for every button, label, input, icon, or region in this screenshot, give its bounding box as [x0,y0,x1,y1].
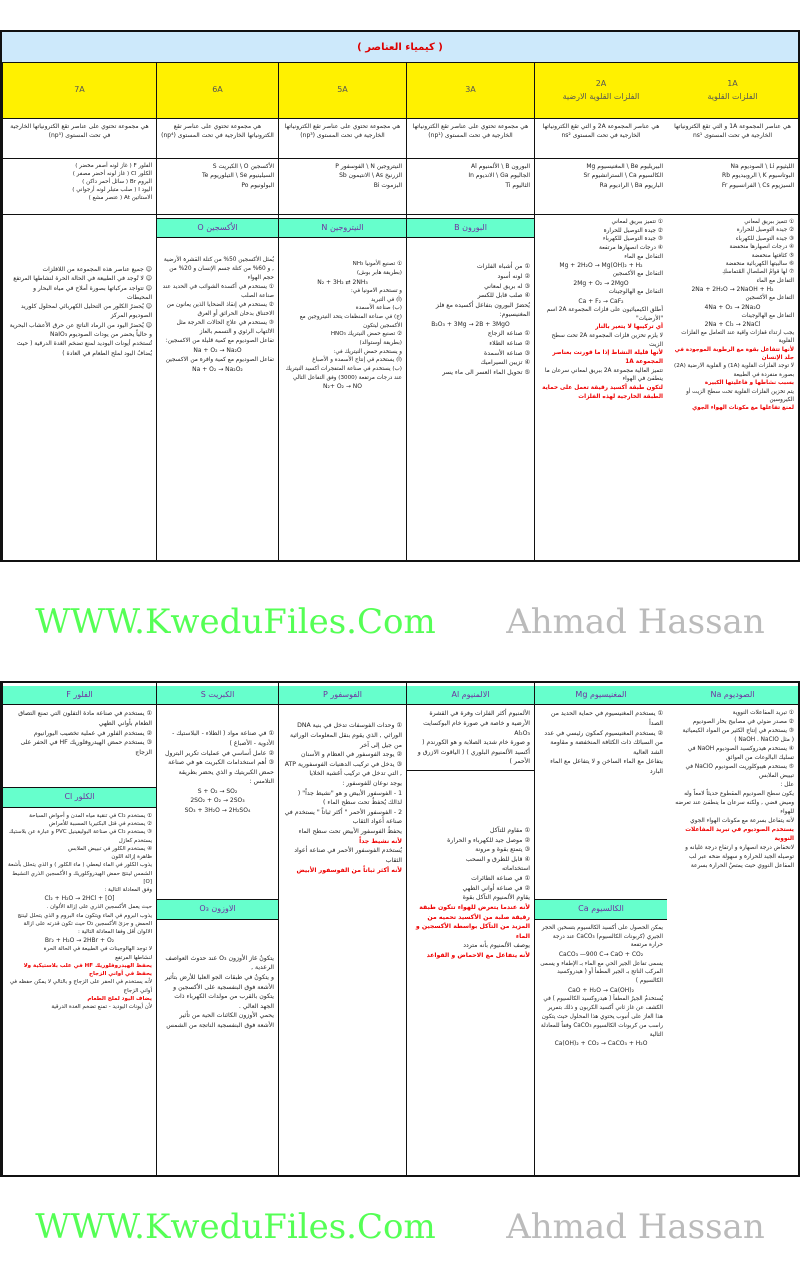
note-line: بسبب نشاطها و فاعليتها الكبيرة [704,380,794,387]
phosphorus-section [278,683,406,1175]
element-header: المغنيسيوم Mg [535,686,667,705]
note-line: يُستخدم الفوسفور الأحمر في صناعة أعواد الثقاب [294,847,402,864]
note-line: يقاوم الألمنيوم التآكل بقوة [462,894,530,902]
note-line: لتكون طبقة أكسيد رقيقة تعمل على حماية الطبقة الخارجية لهذه الفلزات [542,385,663,400]
sodium-section [667,683,798,1175]
element-header: الكالسيوم Ca [535,899,667,919]
note-line: الاستاتين At ( عنصر مشع ) [88,195,152,202]
equation: S + O₂ → SO₂ [197,788,238,796]
group-description: هي عناصر المجموعة 1A و التي تقع الكترونياتها الخارجية في تحت المستوى ns¹ [674,123,791,140]
sodium-notes [671,709,794,871]
note-line: الأكسجين O \ الكبريت S [212,163,274,170]
group-7a-header [2,63,156,118]
note-line: ② يوجد الفوسفور في العظام و الأسنان [301,751,402,759]
note-line: ② لونه أسود [497,273,530,280]
note-line: ① في صناعة مواد ( الطلاء - البلاستيك - الأدوية - الأصباغ ) [172,730,274,747]
group-code: 6A [212,85,223,95]
note-line: ③ يدخل في تركيب الدهنيات الفوسفورية ATP , التي تدخل في تركيب أغشية الخلايا [284,760,402,778]
note-line: يتم تخزين الفلزات القلوية تحت سطح الزيت أو الكيروسين [686,388,794,404]
note-line: يكون سطح الصوديوم المقطوع حديثاً لامعاً وله وميض فضي , ولكنه سرعان ما ينطفئ عند تعرضه للهواء [675,791,794,816]
note-line: و يتكونُ في طبقات الجو العليا للأرض بتأثير الأشعة فوق البنفسجية على الأكسجين و يتكون بالقرب من مولدات الكهرباء ذات الجهد العالي . [165,974,274,1010]
note-line: ② يستخدم الفلور في عملية تخصيب اليورانيوم [33,729,152,737]
note-line: التفاعل مع الهالوجينات [741,312,794,319]
equation: 4Na + O₂ → 2Na₂O [704,303,761,311]
f-cl-column [2,683,156,1175]
note-line: علل : [780,782,794,789]
element-list [278,159,406,214]
element-list [534,159,667,214]
group-elements-row [2,159,798,215]
author-watermark: Ahmad Hassan [506,1207,765,1247]
note-line: و يستخدم حمض النيتريك في: [333,348,402,355]
oxygen-notes [161,242,274,373]
note-line: لمنع تفاعلها مع مكونات الهواء الجوي [692,405,794,412]
note-line: ① في صناعة الطائرات [471,875,530,883]
note-line: تُستخدم أيونات اليوديد لمنع تضخم الغدة الدرقية ( حيث يُضافُ اليود لملح الطعام في العادة ) [16,340,152,357]
note-line: السيزيوم Cs \ الفرانسيوم Fr [721,181,794,189]
note-line: ظاهرة إزالة اللون [111,854,152,861]
nitrogen-section [278,215,406,560]
note-line: (بطريقة أوستوالد) [359,339,402,346]
note-line: ① وحدات الفوسفات تدخل في بنية DNA الوراثي , الذي يقوم بنقل المعلومات الوراثية من جيل إلى آخر [290,722,402,749]
note-line: اليود I ( صلب متبلر لونه أرجواني ) [72,187,152,194]
note-line: ② يستخدم في إنقاذ الضحايا الذين يعانون من الاختناق بدخان الحرائق أو الغرق [166,302,274,318]
note-line: ③ يستخدم حمض الهيدروفلوريك HF في الحفر على الزجاج [20,739,152,756]
ozone-notes [161,924,274,1031]
note-line: يحمي الأوزون الكائنات الحية من تأثير الأشعة فوق البنفسجية الناتجة من الشمس [166,1012,274,1030]
note-line: ③ صناعة الأسمدة [484,349,530,357]
equation: Na + O₂ → Na₂O₂ [192,365,243,373]
note-line: ☺ تتواجد مركباتها بصورة أملاح في مياه البحار و المحيطات [33,284,152,301]
equation: Mg + 2H₂O → Mg(OH)₂ + H₂ [559,262,643,270]
note-line: لأن أيونات اليوديد - تمنع تضخم الغدة الدرقية [51,1004,152,1011]
note-line: الكالسيوم Ca \ السترانشيوم Sr [583,172,663,180]
note-line: ② جيدة التوصيل للحرارة [736,227,794,234]
note-line: تفاعل الصوديوم مع كمية قليلة من الاكسجين: [165,338,274,345]
note-line: ⑦ لها قوامُ الصلصالِ المُتماسكِ [722,269,794,276]
equation: Br₂ + H₂O → 2HBr + O₂ [44,937,115,945]
group-code: 5A [337,85,348,95]
note-line: يُمثل الأكسجين 50% من كتلة القشرة الأرضية , و 60% من كتلة جسم الإنسان و 20% من حجم الهواء [163,257,274,282]
note-line: ☺ يُحضرُ اليود من الرماد الناتج عن حرق الأعشاب البحرية و حالياً يحضر من يودات الصوديوم NaIO₃ [9,321,152,339]
note-line: النيتروجين N \ الفوسفور P [335,163,402,170]
group-description: هي مجموعة تحتوي على عناصر تقع الكترونياتها الخارجية في تحت المستوى (np⁵) [2,119,156,158]
note-line: يذوب الكلور في الماء ليعطي ( ماء الكلور ) و الذي يتحلل بأشعة الشمس لينتج حمض الهيدروكلوريك و الأكسجين الذري النشيط [O] [8,862,152,885]
note-line: ② موصل جيد للكهرباء و الحرارة [447,836,530,844]
equation: CaCO₃ —900 C→ CaO + CO₂ [558,951,644,959]
element-list [2,159,156,214]
note-line: ③ يستخدم Cl₂ في صناعة البوليفينيل PVC و عبارة عن بلاستيك يستخدم كعازل [9,829,152,844]
note-line: لأنه نشيط جداً [359,837,402,845]
note-line: و صورة خام شديد الصلابة و هو الكورندم ( أكسيد الألمنيوم البلوري ) ( الياقوت الازرق و الأحمر ) [417,739,530,766]
page-2 [0,681,800,1177]
group-6a-header [156,63,278,118]
note-line: لأنه عندما يتعرض للهواء تتكون طبقة رقيقة صلبة من الأكسيد تحميه من المزيد من التآكل بواسطة الأكسجين و الماء [415,903,530,940]
note-line: استخداماته [502,865,530,873]
note-line: لأنها قليلة النشاط إذا ما قورنت بعناصر المجموعة 1A [552,350,663,365]
equation: 2SO₂ + O₂ → 2SO₃ [190,797,245,805]
nitrogen-notes [283,242,402,391]
note-line: ③ يستخدم في إنتاج الكثير من المواد الكيميائية [682,728,794,735]
note-line: لأنه أكثر ثباتاً من الفوسفور الأبيض [296,866,402,874]
page-title: ( كيمياء العناصر ) [2,32,798,63]
group-header-row [2,63,798,119]
mg-ca-column [534,683,667,1175]
note-line: البولونيوم Po [241,181,274,189]
note-line: يُحضرُ البورون بتفاعل أكسيده مع فلز المغنيسيوم: [435,301,530,319]
note-line: يستخدم الصوديوم في تبريد المفاعلات النووية [685,827,794,843]
note-line: لأنه يتفاعل بسرعة مع مكونات الهواء الجوي [690,818,794,825]
element-header: الكبريت S [157,686,278,705]
note-line: التفاعل مع الماء [624,253,663,260]
note-line: لا توجد الهالوجينات في الطبيعة في الحالة الحرة [43,946,152,953]
group-description: هي مجموعة تحتوي على عناصر تقع الكترونياتها الخارجية في تحت المستوى (np⁴) [156,119,278,158]
note-line: ② في صناعة أواني الطهي [462,884,530,892]
equation: B₂O₃ + 3Mg → 2B + 3MgO [431,321,510,329]
note-line: ① يستخدم Cl₂ في تنقية مياه المدن و أحواض السباحة [29,812,152,819]
halogens-notes [2,215,156,560]
element-header: الصوديوم Na [667,686,798,705]
note-line: لأنه يتفاعل مع الاحماض و القواعد [426,951,530,959]
note-line: ① من أشباه الفلزات [476,263,530,271]
note-line: (ج) في صناعة المنظفات يتحد النيتروجين مع الأكسجين ليتكون [299,313,402,329]
site-watermark: WWW.KweduFiles.Com [35,601,436,642]
site-watermark: WWW.KweduFiles.Com [35,1207,436,1247]
equation: Cl₂ + H₂O → 2HCl + [O] [44,895,115,903]
equation: CaO + H₂O → Ca(OH)₂ [567,987,635,995]
note-line: و تستخدم الامونيا في: [350,288,402,294]
element-header: الالمنيوم Al [407,686,534,705]
group-content-row [2,215,798,560]
note-line: يضاف اليود لملح الطعام [87,995,152,1002]
note-line: ( مثل NaOH . NaClO ) [734,737,794,744]
equation: 2Na + 2H₂O → 2NaOH + H₂ [691,286,774,294]
group-3a-header [406,63,534,118]
page-1 [0,30,800,562]
note-line: ② يستخدم في قتل البكتيريا المسببة للأمراض [48,821,152,828]
note-line: ☺ يُحضرُ الكلور من التحليل الكهربائي لمحلول كلوريد الصوديوم المركز [20,303,152,320]
note-line: الزرنيخ As \ الانتيمون Sb [339,172,402,180]
note-line: يحفظُ الفوسفور الأبيض تحت سطح الماء [298,828,402,836]
note-line: يسمى تفاعل الجير الحي مع الماء بـ الإطفاء و يسمى المركب الناتج بـ الجير المطفأ أو ( هيدروكسيد الكالسيوم ) [540,960,663,985]
note-line: ③ له بريق لمعاني [484,282,530,290]
note-line: 2 - الفوسفور الأحمر " أكثر ثباتاً " يستخدم في صناعة أعواد الثقاب [284,808,402,826]
magnesium-notes [539,709,663,899]
note-line: ② جيدة التوصيل للحرارة [603,227,663,234]
group-2a-header [534,63,667,118]
note-line: ④ درجات انصهارها مرتفعة [599,245,663,252]
note-line: البزموت Bi [373,181,402,189]
note-line: الجاليوم Ga \ الانديوم In [468,172,530,180]
note-line: ④ يستخدم الكلور في تبييض الملابس [68,845,152,852]
note-line: ③ يتمتع بقوة و مرونة [475,846,530,854]
note-line: البورون B \ الألمنيوم Al [471,163,530,170]
note-line: ② مصدر ضوئي في مصابيح بخار الصوديوم [692,719,794,726]
note-line: ☺ جميع عناصر هذه المجموعة من اللافلزات [42,266,152,273]
note-line: ④ تزيين السيراميك [480,359,530,367]
equation: 2Na + Cl₂ → 2NaCl [704,320,761,328]
note-line: ③ يستخدم في علاج الحالات الحرجة مثل الالتهاب الرئوي و التسمم بالغاز [176,320,274,336]
note-line: ④ يستخدم هيدروكسيد الصوديوم NaOH في تسليك البالوعات من العوائق [687,746,794,762]
note-line: أي تركيبها لا يتغير بالنار [595,324,663,331]
watermark-strip [0,1177,800,1277]
group-description-row [2,119,798,159]
equation: N₂+ O₂ → NO [322,383,362,391]
group-description: هي مجموعة تحتوي على عناصر تقع الكترونياتها الخارجية في تحت المستوى (np¹) [406,119,534,158]
note-line: يحفظ الهيدروفلوريك HF في علب بلاستيكية ولا يحفظ في أواني الزجاج [23,962,152,978]
aluminum-section [406,683,534,1175]
note-line: السيلينيوم Se \ التيلوريوم Te [202,172,274,180]
equation: Ca(OH)₂ + CO₂ → CaCO₃ + H₂O [554,1040,648,1048]
note-line: يجب ارتداء قفازات واقية عند التعامل مع الفلزات القلوية [681,329,794,345]
note-line: ① تتميز ببريق لمعاني [744,219,794,225]
note-line: لأنه يستخدم في الحفر على الزجاج و بالتالي لا يمكن حفظه في أواني الزجاج [9,979,152,994]
group-code: 2A [595,79,607,89]
element-header: الأكسجين O [157,218,278,238]
note-line: 1 - الفوسفور الأبيض و هو "نشيط جداً" ( لذالك يُحفظُ تحت سطح الماء ) [297,789,402,807]
element-list [667,159,798,214]
note-line: ① يستخدم المغنيسيوم في حماية الحديد من الصدأ [550,710,663,727]
note-line: ① يستخدم في أكسدة الشوائب في الحديد عند صناعة الصلب [162,284,274,300]
note-line: يتفاعل مع الماء الساخن و لا يتفاعل مع الماء البارد [550,758,663,776]
note-line: البيريليوم Be \ المغنيسيوم Mg [586,163,663,170]
note-line: يذوب البروم في الماء ويتكون ماء البروم و الذي يتحلل لينتج الحمض و جزئ الأكسجين O₂ حيث تكون قدرته على ازالة الالوان أقل وفقا المعادلة التالية : [17,912,152,936]
group-name: الفلزات القلوية [707,91,758,101]
aluminum-notes [411,771,530,961]
group-code: 1A [727,79,738,89]
group-code: 7A [74,85,85,95]
note-line: (ب) صناعة الأسمدة [355,305,402,312]
note-line: يُستخدمُ الجيرُ المطفأ ( هيدروكسيد الكالسيوم ) في الكشف عن غاز ثاني أكسيد الكربون و ذلك بتمرير هذا الغاز على أنبوب يحتوي هذا المحلول حيث يتكون راسب من كربونات الكالسيوم CaCO₃ وفقاً للمعادلة التالية [540,996,663,1038]
note-line: التفاعل مع الأكسجين [745,295,794,302]
chlorine-notes [7,812,152,1012]
note-line: ① تبريد المفاعلات النووية [732,710,794,717]
sulfur-notes [161,709,274,899]
note-line: تتميز العالية مجموعة 2A ببريق لمعاني سرعان ما ينطفئ في الهواء [544,367,663,383]
element-list [406,159,534,214]
note-line: ① صناعة الزجاج [487,330,530,338]
note-line: ④ صلب قابل للكسر [477,292,530,300]
note-line: حيث يعمل الأكسجين الذري على إزالة الألوان . [46,904,152,911]
phosphorus-notes [283,709,402,875]
note-line: تفاعل الصوديوم مع كمية وافرة من الاكسجين [165,356,274,363]
note-line: يمكن الحصول على أكسيد الكالسيوم بتسخين الحجر الجيري (كربونات الكالسيوم) CaCO₃ عند درجة حرارة مرتفعة [541,924,663,949]
equation: 2Mg + O₂ → 2MgO [573,280,629,288]
note-line: التفاعل مع الأكسجين [612,271,663,278]
note-line: ③ جيدة التوصيل للكهرباء [602,236,663,243]
element-header: النيتروجين N [279,218,406,238]
note-line: الألمنيوم أكثر الفلزات وفرة في القشرة الأرضية و خاصة في صورة خام البوكسايت Al₂O₃ [423,710,530,737]
watermark-strip [0,562,800,681]
boron-notes [411,242,530,377]
alkaline-earth-notes [534,215,667,560]
equation: N₂ + 3H₂ ⇄ 2NH₃ [317,278,368,286]
group-name: الفلزات القلوية الارضية [562,91,640,101]
note-line: ② يستخدم المغنيسيوم كمكون رئيسي في عدد من السبائك ذات الكثافة المنخفضة و مقاومة الشد العالية [544,729,663,756]
oxygen-section [156,215,278,560]
note-line: (ب) يستخدم في صناعة المتفجرات أكسيد النيتريك عند درجات مرتفعة (3000) وفق التفاعل التالي [285,365,402,381]
note-line: ☺ لا تُوجد في الطبيعة في الحالة الحرة لنشاطها المرتفع [13,275,152,283]
note-line: يتكونُ غاز الأوزون O₃ عند حدوث العواصف الرعدية , [165,954,274,972]
note-line: وفق المعادلة التالية : [104,887,152,894]
element-header: الكلور Cl [3,787,156,807]
note-line: الفلور F ( غاز لونه أصفر مخضر ) [75,163,152,169]
note-line: ① مقاوم للتآكل [490,827,530,835]
note-line: التفاعل مع الماء [756,277,794,284]
element-header: الاوزون O₃ [157,899,278,919]
note-line: الكلور Cl ( غاز لونه أخضر مصفر ) [72,171,152,178]
note-line: ① تتميز ببريق لمعاني [611,219,663,225]
element-header: الفوسفور P [279,686,406,705]
aluminum-intro [407,709,534,771]
note-line: يوصف الألمنيوم بأنه متردد [463,942,530,950]
equation: SO₃ + 3H₂O → 2H₂SO₄ [184,806,251,814]
note-line: (أ) يستخدم في إنتاج الأسمدة و الأصباغ [312,357,402,364]
element-header: الفلور F [3,686,156,705]
note-line: الباريوم Ba \ الراديوم Ra [599,181,663,189]
note-line: ③ أهم استخدامات الكبريت هو في صناعة حمض الكبريتيك و الذي يحضر بطريقة التلامس : [168,759,274,786]
note-line: الثاليوم Ti [505,181,530,189]
group-description: هي مجموعة تحتوي على عناصر تقع الكترونياتها الخارجية في تحت المستوى (np³) [278,119,406,158]
note-line: أطلق الكيميائيون على فلزات المجموعة 2A اسم "الأرضيات" [546,306,663,322]
group-description: هي عناصر المجموعة 2A و التي تقع الكترونياتها الخارجية في تحت المستوى ns² [534,119,667,158]
note-line: (بطريقة هابر بوش) [356,270,402,277]
author-watermark: Ahmad Hassan [506,601,765,642]
note-line: لا توجد الفلزات القلوية (1A) و القلوية الارضية (2A) بصورة منفردة في الطبيعة [674,363,794,378]
group-5a-header [278,63,406,118]
group-code: 3A [465,85,476,95]
alkali-metals-notes [667,215,798,560]
note-line: يوجد نوعان للفوسفور : [342,780,402,788]
note-line: ⑥ سالبيتها الكهربائية منخفضة [725,260,794,267]
note-line: ② تصنيع حمض النيتريك HNO₃ [330,331,402,338]
group-1a-header [667,63,798,118]
element-list [156,159,278,214]
note-line: الليثيوم Li \ الصوديوم Na [730,163,794,170]
note-line: ① يستخدم في صناعة مادة التفلون التي تمنع التصاق الطعام بأواني الطهي [18,710,152,727]
note-line: ④ درجات انصهارها منخفضة [729,244,794,251]
note-line: ① تصنيع الأمونيا NH₃ [352,261,402,268]
s-o3-column [156,683,278,1175]
element-header: البورون B [407,218,534,238]
note-line: لأنها تتفاعل بقوة مع الرطوبة الموجودة في جلد الإنسان [674,346,794,362]
calcium-notes [539,924,663,1049]
note-line: ② عامل أساسي في عمليات تكرير البترول [165,749,274,757]
equation: Ca + F₂ → CaF₂ [578,297,624,305]
note-line: ⑤ تحويل الماء العسر الى ماء يسر [442,368,530,376]
note-line: (أ) في التبريد [370,296,402,303]
note-line: البوتاسيوم K \ الروبيديوم Rb [722,172,794,180]
note-line: لانخفاض درجة انصهاره و ارتفاع درجة غليانه و توصيله الجيد للحرارة و سهولة ضخه عبر لب المفاعل النووي حيث يمتصُ الحرارة بسرعة [685,845,794,870]
note-line: لنشاطها المرتفع [115,954,152,961]
note-line: البروم Br ( سائل أحمر داكن ) [82,179,152,186]
fluorine-notes [7,709,152,787]
note-line: ⑤ كثافتها منخفضة [751,252,794,259]
note-line: التفاعل مع الهالوجينات [608,289,663,296]
note-line: لا يلزم تخزين فلزات المجموعة 2A تحت سطح الزيت [551,332,663,348]
note-line: ⑤ يستخدم هيبوكلوريت الصوديوم NaClO في تبييض الملابس [685,764,794,780]
equation: Na + O₂ → Na₂O [193,347,242,355]
note-line: ③ جيدة التوصيل للكهرباء [735,235,794,242]
elements-row [2,683,798,1175]
note-line: ② صناعة الطلاء [489,339,530,347]
boron-section [406,215,534,560]
note-line: ④ قابل للطرق و السحب [465,855,530,863]
